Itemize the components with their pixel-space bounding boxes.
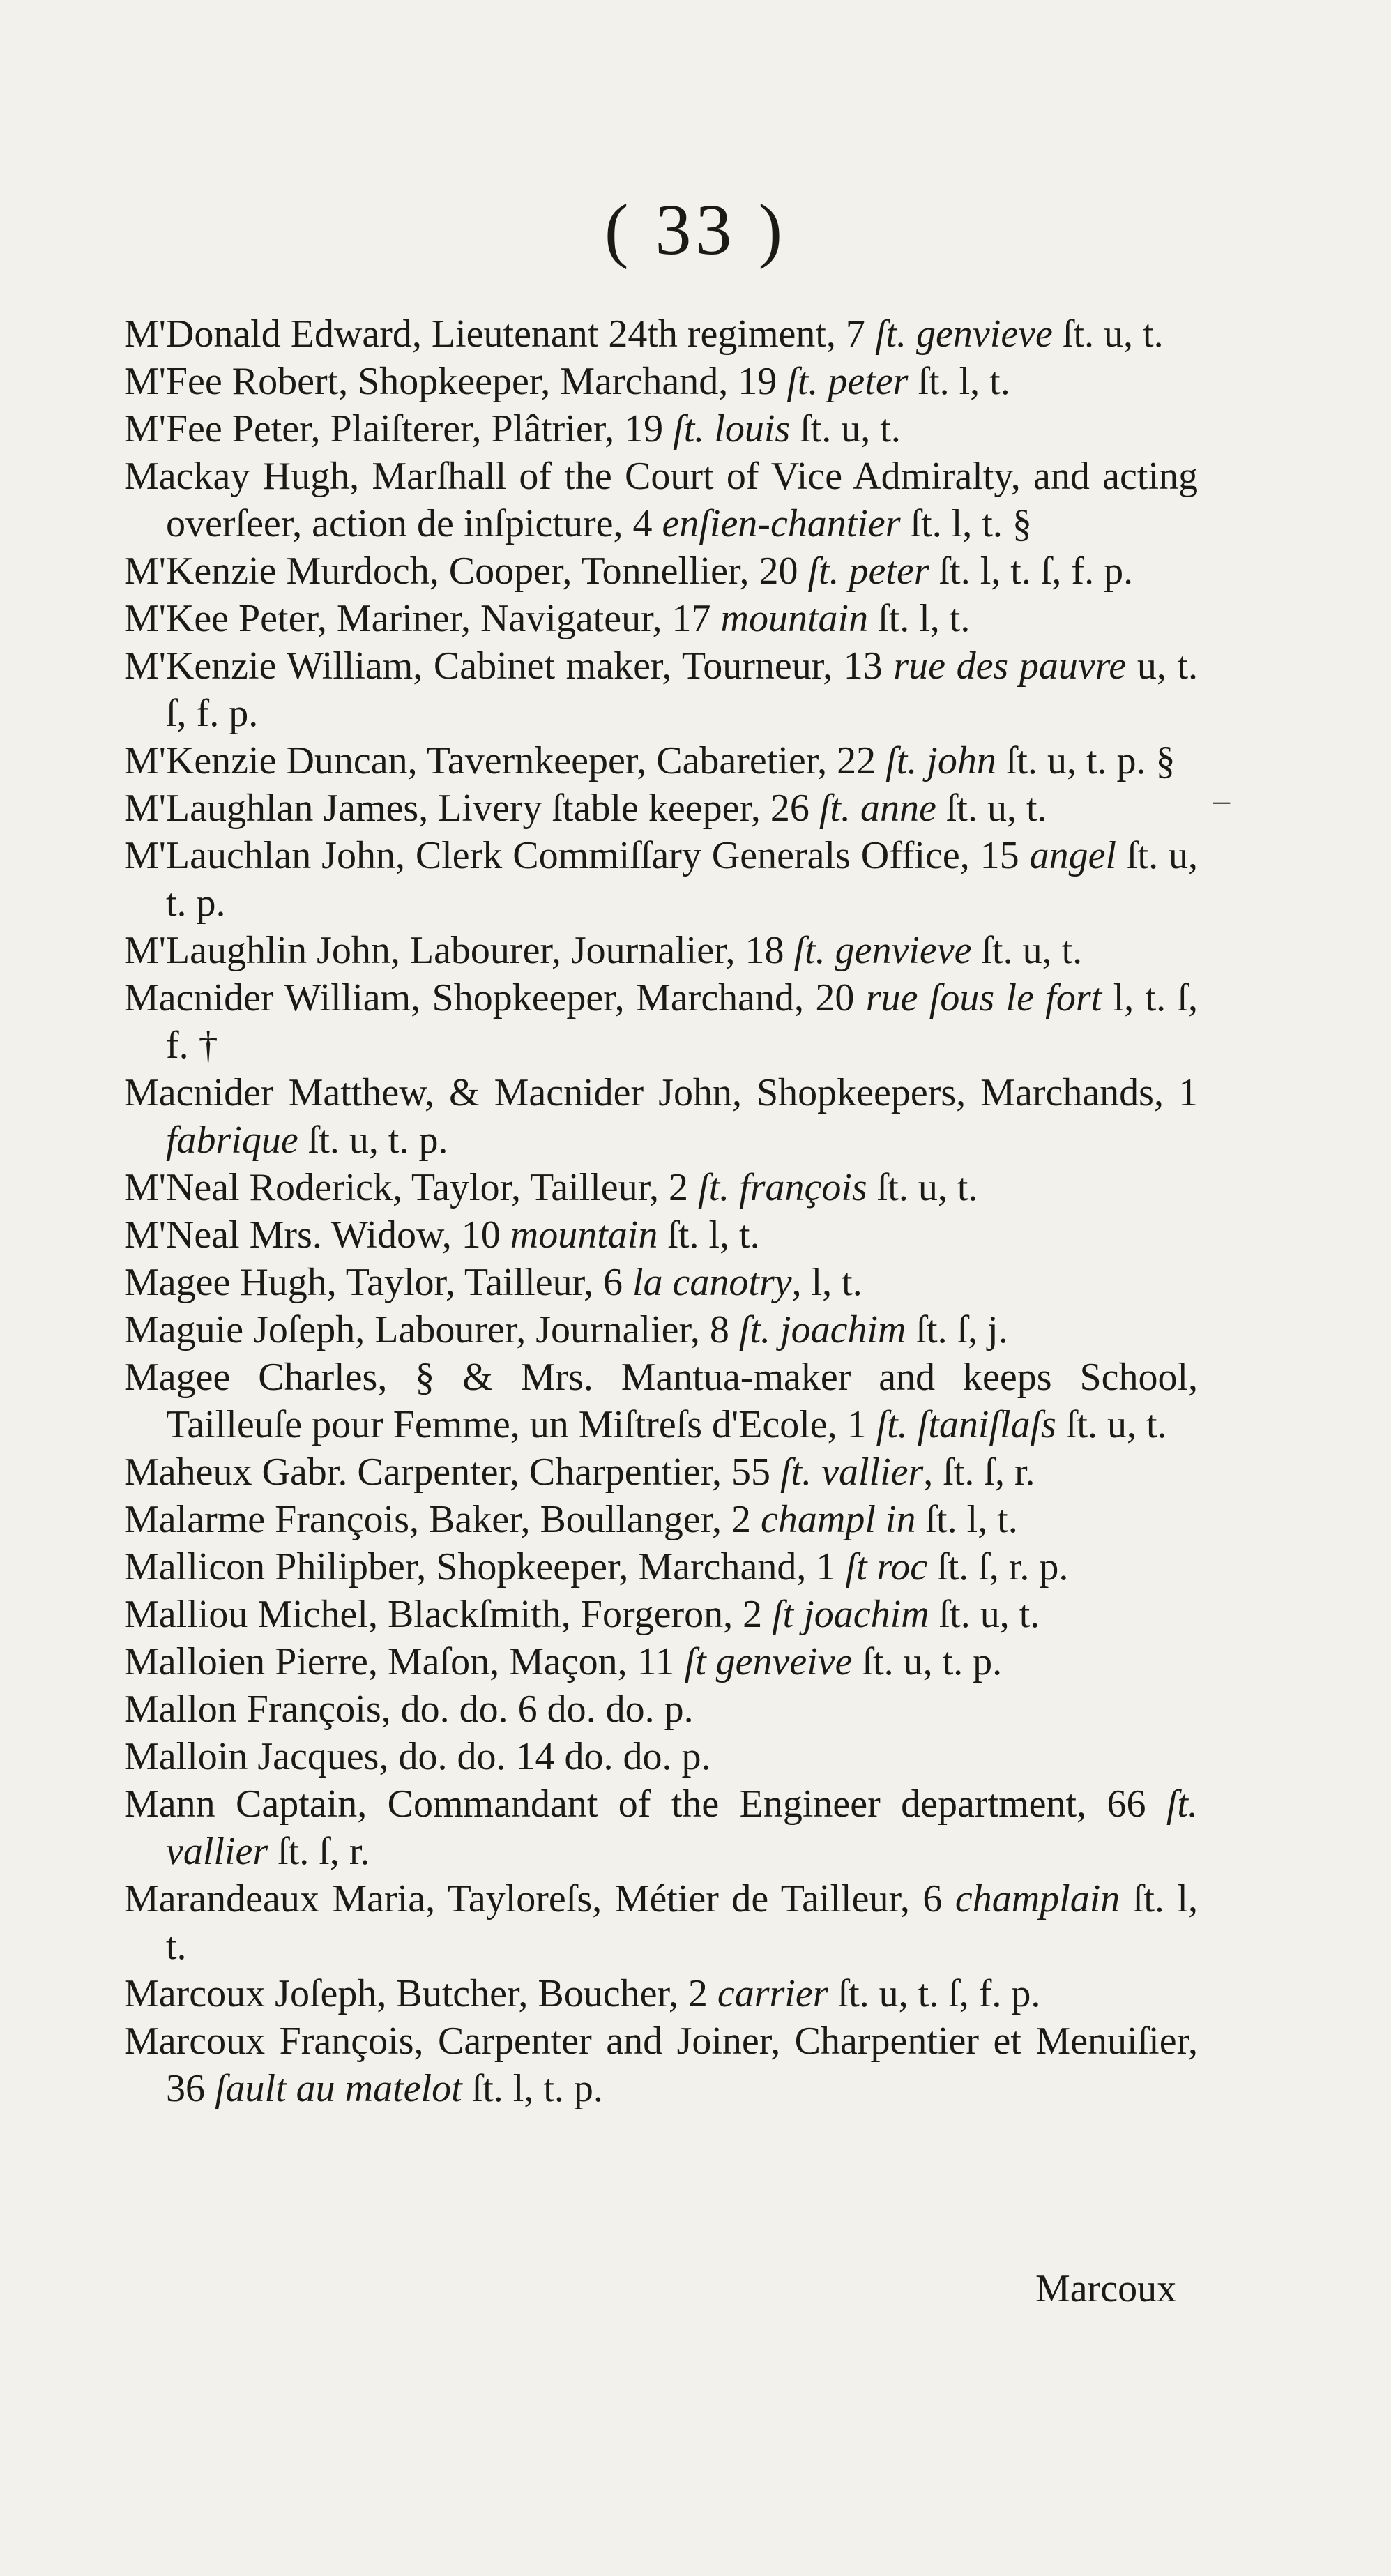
entry-location-codes: ſt. ſ, j.: [906, 1308, 1008, 1351]
entry-street-name: ſt. peter: [786, 360, 909, 403]
page-number: ( 33 ): [604, 190, 787, 270]
entry-name-occupation: M'Neal Mrs. Widow, 10: [124, 1213, 510, 1257]
directory-entries: [124, 310, 1198, 2112]
entry-name-occupation: Magee Charles, § & Mrs. Mantua-maker and keeps School, Tailleuſe pour Femme, un Miſtreſs d'Ecole, 1: [124, 1356, 1198, 1446]
directory-entry: [124, 1875, 1198, 1970]
entry-name-occupation: Mann Captain, Commandant of the Engineer department, 66: [124, 1782, 1166, 1826]
directory-entry: [124, 1211, 1198, 1259]
entry-name-occupation: M'Kee Peter, Mariner, Navigateur, 17: [124, 597, 721, 640]
entry-location-codes: ſt. u, t. p.: [852, 1640, 1003, 1683]
entry-location-codes: ſt. l, t.: [166, 1877, 1198, 1968]
entry-name-occupation: Marcoux François, Carpenter and Joiner, Charpentier et Menuiſier, 36: [124, 2020, 1198, 2110]
entry-street-name: ſt. joachim: [738, 1308, 906, 1351]
entry-name-occupation: M'Laughlin John, Labourer, Journalier, 18: [124, 929, 794, 972]
entry-name-occupation: Malloin Jacques, do. do. 14 do. do. p.: [124, 1735, 711, 1778]
directory-entry: [124, 1496, 1198, 1543]
entry-street-name: la canotry: [632, 1261, 792, 1304]
directory-entry: [124, 1970, 1198, 2017]
directory-entry: [124, 642, 1198, 737]
entry-name-occupation: M'Kenzie William, Cabinet maker, Tourneur, 13: [124, 644, 894, 688]
directory-entry: [124, 1448, 1198, 1496]
entry-name-occupation: M'Laughlan James, Livery ſtable keeper, 26: [124, 787, 819, 830]
entry-location-codes: ſt. l, t.: [658, 1213, 760, 1257]
entry-street-name: enſien-chantier: [662, 502, 901, 545]
entry-location-codes: , ſt. ſ, r.: [923, 1450, 1035, 1494]
entry-name-occupation: Maheux Gabr. Carpenter, Charpentier, 55: [124, 1450, 780, 1494]
entry-street-name: champlain: [955, 1877, 1120, 1920]
entry-street-name: ſt roc: [845, 1545, 928, 1589]
margin-dash-mark: –: [1213, 782, 1230, 819]
directory-entry: [124, 1733, 1198, 1780]
entry-street-name: fabrique: [166, 1119, 298, 1162]
entry-location-codes: ſt. u, t.: [929, 1593, 1040, 1636]
entry-street-name: ſt. peter: [807, 550, 929, 593]
entry-street-name: ſt genveive: [684, 1640, 853, 1683]
directory-entry: [124, 1259, 1198, 1306]
directory-entry: [124, 453, 1198, 547]
entry-name-occupation: Marandeaux Maria, Tayloreſs, Métier de Tailleur, 6: [124, 1877, 955, 1920]
entry-location-codes: ſt. u, t.: [1056, 1403, 1167, 1446]
entry-name-occupation: Mackay Hugh, Marſhall of the Court of Vice Admiralty, and acting overſeer, action de inſpicture, 4: [124, 455, 1198, 545]
entry-location-codes: ſt. ſ, r. p.: [927, 1545, 1069, 1589]
entry-name-occupation: Malloien Pierre, Maſon, Maçon, 11: [124, 1640, 685, 1683]
entry-location-codes: ſt. u, t. p. §: [996, 739, 1176, 782]
entry-street-name: ſt. genvieve: [793, 929, 972, 972]
directory-entry: [124, 1306, 1198, 1354]
entry-location-codes: ſt. l, t. §: [900, 502, 1032, 545]
directory-entry: [124, 2017, 1198, 2112]
entry-location-codes: u, t. ſ, f. p.: [166, 644, 1198, 735]
entry-street-name: ſault au matelot: [215, 2067, 462, 2110]
directory-entry: [124, 595, 1198, 642]
directory-entry: [124, 1780, 1198, 1875]
directory-entry: [124, 1164, 1198, 1211]
entry-location-codes: ſt. u, t. p.: [166, 834, 1198, 925]
catchword: Marcoux: [1035, 2267, 1177, 2310]
entry-name-occupation: Mallicon Philipber, Shopkeeper, Marchand, 1: [124, 1545, 846, 1589]
entry-name-occupation: Marcoux Joſeph, Butcher, Boucher, 2: [124, 1972, 717, 2015]
entry-name-occupation: Macnider Matthew, & Macnider John, Shopkeepers, Marchands, 1: [124, 1071, 1198, 1114]
entry-name-occupation: M'Fee Peter, Plaiſterer, Plâtrier, 19: [124, 407, 674, 450]
entry-street-name: ſt. ſtaniſlaſs: [876, 1403, 1056, 1446]
entry-street-name: ſt. genvieve: [874, 312, 1053, 356]
entry-name-occupation: Malarme François, Baker, Boullanger, 2: [124, 1498, 761, 1541]
entry-location-codes: ſt. u, t.: [790, 407, 901, 450]
entry-location-codes: ſt. l, t.: [915, 1498, 1018, 1541]
entry-location-codes: ſt. u, t.: [1052, 312, 1164, 356]
entry-name-occupation: M'Neal Roderick, Taylor, Tailleur, 2: [124, 1166, 699, 1209]
directory-entry: [124, 1591, 1198, 1638]
directory-entry: [124, 547, 1198, 595]
entry-location-codes: ſt. l, t.: [868, 597, 971, 640]
entry-name-occupation: Mallon François, do. do. 6 do. do. p.: [124, 1688, 694, 1731]
entry-location-codes: ſt. l, t.: [908, 360, 1010, 403]
entry-location-codes: ſt. u, t. p.: [298, 1119, 448, 1162]
entry-name-occupation: M'Lauchlan John, Clerk Commiſſary Generals Office, 15: [124, 834, 1030, 877]
directory-entry: [124, 927, 1198, 974]
entry-name-occupation: M'Donald Edward, Lieutenant 24th regiment, 7: [124, 312, 875, 356]
directory-entry: [124, 358, 1198, 405]
directory-entry: [124, 785, 1198, 832]
directory-entry: [124, 1638, 1198, 1685]
entry-street-name: ſt. louis: [673, 407, 791, 450]
entry-name-occupation: Maguie Joſeph, Labourer, Journalier, 8: [124, 1308, 739, 1351]
entry-street-name: angel: [1029, 834, 1117, 877]
directory-entry: [124, 1069, 1198, 1164]
entry-street-name: mountain: [510, 1213, 658, 1257]
directory-entry: [124, 310, 1198, 358]
entry-location-codes: ſt. l, t. ſ, f. p.: [929, 550, 1134, 593]
entry-name-occupation: M'Kenzie Duncan, Tavernkeeper, Cabaretier, 22: [124, 739, 886, 782]
entry-location-codes: ſt. ſ, r.: [268, 1830, 370, 1873]
entry-street-name: carrier: [717, 1972, 828, 2015]
entry-street-name: champl in: [761, 1498, 916, 1541]
entry-location-codes: ſt. l, t. p.: [462, 2067, 603, 2110]
directory-entry: [124, 832, 1198, 927]
directory-entry: [124, 737, 1198, 785]
entry-street-name: ſt. vallier: [166, 1782, 1198, 1873]
directory-entry: [124, 1685, 1198, 1733]
entry-street-name: rue ſous le fort: [865, 976, 1102, 1020]
entry-street-name: mountain: [720, 597, 869, 640]
directory-entry: [124, 1543, 1198, 1591]
entry-street-name: ſt. john: [885, 739, 996, 782]
directory-entry: [124, 1354, 1198, 1448]
directory-entry: [124, 974, 1198, 1069]
entry-street-name: ſt. anne: [819, 787, 936, 830]
entry-location-codes: ſt. u, t.: [971, 929, 1083, 972]
entry-name-occupation: Magee Hugh, Taylor, Tailleur, 6: [124, 1261, 632, 1304]
entry-location-codes: l, t. ſ, f. †: [166, 976, 1198, 1067]
entry-name-occupation: Malliou Michel, Blackſmith, Forgeron, 2: [124, 1593, 773, 1636]
entry-street-name: ſt. françois: [698, 1166, 867, 1209]
entry-street-name: ſt. vallier: [780, 1450, 924, 1494]
entry-location-codes: ſt. u, t.: [867, 1166, 978, 1209]
entry-location-codes: ſt. u, t.: [936, 787, 1047, 830]
entry-name-occupation: M'Kenzie Murdoch, Cooper, Tonnellier, 20: [124, 550, 808, 593]
entry-street-name: ſt joachim: [772, 1593, 929, 1636]
entry-street-name: rue des pauvre: [893, 644, 1127, 688]
directory-entry: [124, 405, 1198, 453]
entry-location-codes: , l, t.: [791, 1261, 862, 1304]
entry-location-codes: ſt. u, t. ſ, f. p.: [828, 1972, 1041, 2015]
entry-name-occupation: M'Fee Robert, Shopkeeper, Marchand, 19: [124, 360, 787, 403]
entry-name-occupation: Macnider William, Shopkeeper, Marchand, 20: [124, 976, 866, 1020]
